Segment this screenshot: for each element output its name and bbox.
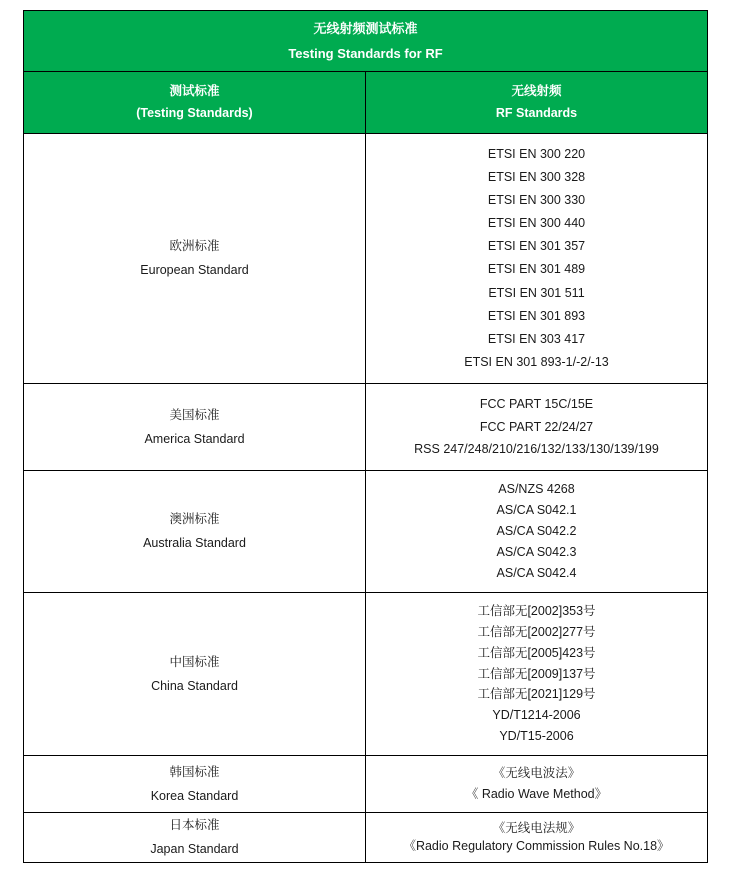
column-header-testing-standards-zh: 测试标准 — [169, 83, 220, 98]
column-header-row — [24, 71, 707, 133]
standard-item: 工信部无[2002]353号 — [477, 603, 596, 618]
column-header-rf-standards-en: RF Standards — [495, 106, 578, 121]
standard-item: AS/CA S042.3 — [496, 545, 577, 559]
standard-item: FCC PART 15C/15E — [479, 396, 594, 411]
table-title — [24, 11, 707, 71]
standard-item: 工信部无[2005]423号 — [477, 645, 596, 660]
region-label-en: Australia Standard — [143, 536, 246, 550]
standard-item: 《无线电法规》 — [492, 821, 581, 835]
region-label-en: America Standard — [144, 431, 245, 446]
standard-item: AS/CA S042.4 — [496, 566, 577, 580]
region-label-en: Japan Standard — [150, 842, 239, 856]
standards-cell-japan — [366, 813, 707, 862]
standard-item: 《 Radio Wave Method》 — [465, 786, 608, 801]
region-label-zh: 中国标准 — [169, 654, 220, 669]
standard-item: 工信部无[2021]129号 — [477, 687, 596, 702]
standard-item: 工信部无[2002]277号 — [477, 624, 596, 639]
standard-item: ETSI EN 300 440 — [487, 216, 586, 231]
standards-cell-china — [366, 593, 707, 755]
region-cell-america — [24, 384, 366, 470]
standards-cell-australia — [366, 471, 707, 592]
table-title-en: Testing Standards for RF — [288, 46, 443, 61]
region-label-zh: 韩国标准 — [169, 764, 220, 779]
standard-item: ETSI EN 300 330 — [487, 193, 586, 208]
standards-cell-america — [366, 384, 707, 470]
standard-item: ETSI EN 301 893-1/-2/-13 — [464, 354, 609, 369]
standard-item: ETSI EN 301 357 — [487, 239, 586, 254]
region-label-zh: 欧洲标准 — [169, 239, 220, 253]
standard-item: FCC PART 22/24/27 — [479, 419, 594, 434]
table-row-america-standard — [24, 383, 707, 470]
region-label-zh: 澳洲标准 — [169, 512, 220, 526]
region-cell-korea — [24, 756, 366, 812]
standard-item: 《Radio Regulatory Commission Rules No.18》 — [403, 839, 670, 853]
region-label-zh: 日本标准 — [169, 818, 220, 832]
standard-item: ETSI EN 300 328 — [487, 170, 586, 185]
table-row-japan-standard — [24, 812, 707, 862]
table-row-korea-standard — [24, 755, 707, 812]
standard-item: YD/T1214-2006 — [492, 708, 581, 723]
standards-cell-korea — [366, 756, 707, 812]
standard-item: ETSI EN 301 511 — [488, 285, 585, 300]
standard-item: ETSI EN 303 417 — [487, 331, 586, 346]
standard-item: ETSI EN 301 489 — [487, 262, 586, 277]
standards-cell-european — [366, 134, 707, 383]
table-title-zh: 无线射频测试标准 — [313, 21, 418, 36]
table-row-china-standard — [24, 592, 707, 755]
standard-item: AS/CA S042.2 — [496, 524, 577, 538]
table-row-european-standard — [24, 133, 707, 383]
standard-item: RSS 247/248/210/216/132/133/130/139/199 — [414, 442, 659, 457]
rf-testing-standards-table — [23, 10, 708, 863]
standard-item: AS/NZS 4268 — [498, 482, 575, 496]
standard-item: 工信部无[2009]137号 — [477, 666, 596, 681]
region-cell-european — [24, 134, 366, 383]
column-header-testing-standards-en: (Testing Standards) — [136, 106, 253, 121]
region-label-zh: 美国标准 — [169, 407, 220, 422]
column-header-rf-standards-zh: 无线射频 — [511, 83, 562, 98]
table-row-australia-standard — [24, 470, 707, 592]
standard-item: 《无线电波法》 — [492, 766, 581, 781]
column-header-testing-standards — [24, 72, 366, 133]
region-cell-china — [24, 593, 366, 755]
standard-item: YD/T15-2006 — [499, 729, 574, 744]
standard-item: AS/CA S042.1 — [496, 503, 577, 517]
region-cell-japan — [24, 813, 366, 862]
region-cell-australia — [24, 471, 366, 592]
region-label-en: Korea Standard — [150, 788, 239, 803]
column-header-rf-standards — [366, 72, 707, 133]
standard-item: ETSI EN 301 893 — [487, 308, 586, 323]
region-label-en: European Standard — [140, 263, 249, 277]
region-label-en: China Standard — [151, 678, 238, 693]
standard-item: ETSI EN 300 220 — [487, 147, 586, 162]
